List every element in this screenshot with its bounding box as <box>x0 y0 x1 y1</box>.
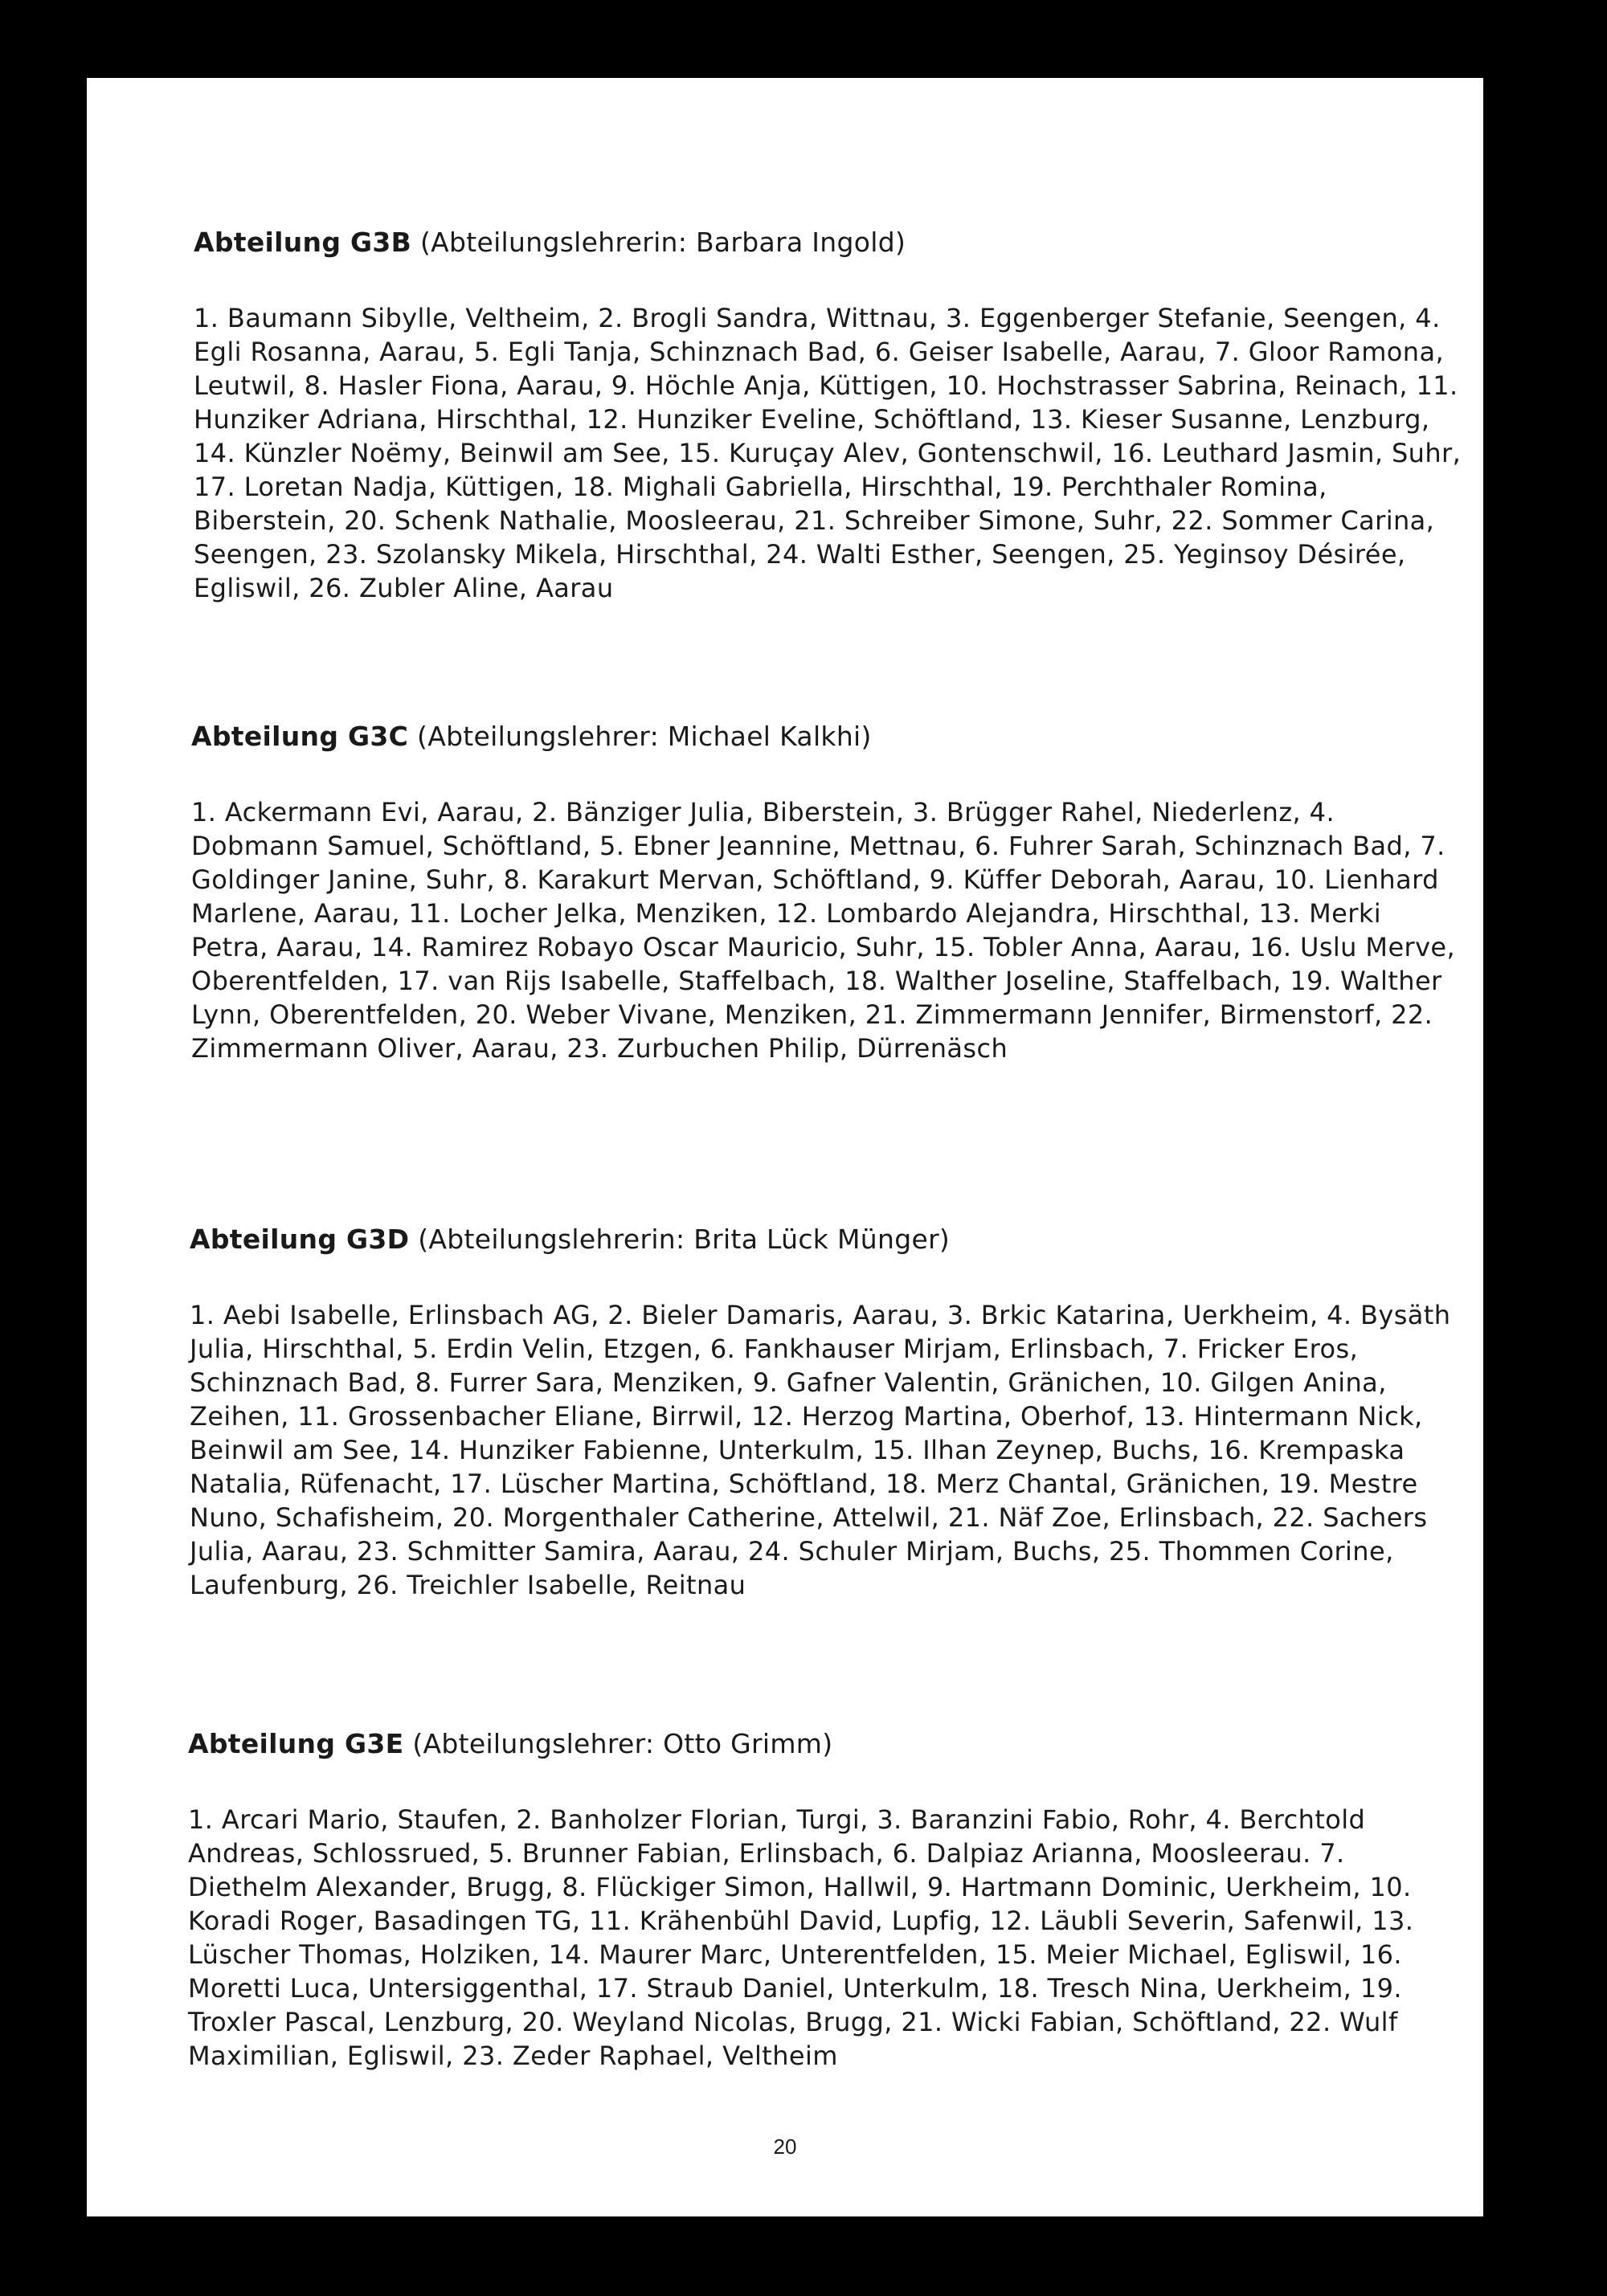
section-label: Abteilung G3B <box>194 227 412 258</box>
section-teacher: (Abteilungslehrer: Michael Kalkhi) <box>417 721 872 752</box>
section-teacher: (Abteilungslehrerin: Brita Lück Münger) <box>418 1224 951 1255</box>
page-number: 20 <box>773 2135 797 2159</box>
section-g3e <box>188 1726 1458 2073</box>
student-list: 1. Baumann Sibylle, Veltheim, 2. Brogli Sandra, Wittnau, 3. Eggenberger Stefanie, Seengen, 4. Egli Rosanna, Aarau, 5. Egli Tanja, Schinznach Bad, 6. Geiser Isabelle, Aarau, 7. Gloor Ramona, Leutwil, 8. Hasler Fiona, Aarau, 9. Höchle Anja, Küttigen, 10. Hochstrasser Sabrina, Reinach, 11. Hunziker Adriana, Hirschthal, 12. Hunziker Eveline, Schöftland, 13. Kieser Susanne, Lenzburg, 14. Künzler Noëmy, Beinwil am See, 15. Kuruçay Alev, Gontenschwil, 16. Leuthard Jasmin, Suhr, 17. Loretan Nadja, Küttigen, 18. Mighali Gabriella, Hirschthal, 19. Perchthaler Romina, Biberstein, 20. Schenk Nathalie, Moosleerau, 21. Schreiber Simone, Suhr, 22. Sommer Carina, Seengen, 23. Szolansky Mikela, Hirschthal, 24. Walti Esther, Seengen, 25. Yeginsoy Désirée, Egliswil, 26. Zubler Aline, Aarau <box>194 303 1462 603</box>
student-list: 1. Ackermann Evi, Aarau, 2. Bänziger Julia, Biberstein, 3. Brügger Rahel, Niederlenz, 4. Dobmann Samuel, Schöftland, 5. Ebner Jeannine, Mettnau, 6. Fuhrer Sarah, Schinznach Bad, 7. Goldinger Janine, Suhr, 8. Karakurt Mervan, Schöftland, 9. Küffer Deborah, Aarau, 10. Lienhard Marlene, Aarau, 11. Locher Jelka, Menziken, 12. Lombardo Alejandra, Hirschthal, 13. Merki Petra, Aarau, 14. Ramirez Robayo Oscar Mauricio, Suhr, 15. Tobler Anna, Aarau, 16. Uslu Merve, Oberentfelden, 17. van Rijs Isabelle, Staffelbach, 18. Walther Joseline, Staffelbach, 19. Walther Lynn, Oberentfelden, 20. Weber Vivane, Menziken, 21. Zimmermann Jennifer, Birmenstorf, 22. Zimmermann Oliver, Aarau, 23. Zurbuchen Philip, Dürrenäsch <box>191 797 1456 1064</box>
section-label: Abteilung G3C <box>191 721 409 752</box>
document-page <box>87 78 1483 2216</box>
section-heading <box>188 1726 1458 1761</box>
section-g3d <box>190 1222 1459 1602</box>
section-heading <box>190 1222 1459 1256</box>
section-g3b <box>194 225 1463 605</box>
section-g3c <box>191 719 1461 1065</box>
section-teacher: (Abteilungslehrer: Otto Grimm) <box>412 1728 833 1759</box>
section-teacher: (Abteilungslehrerin: Barbara Ingold) <box>419 227 906 258</box>
section-label: Abteilung G3D <box>190 1224 410 1255</box>
section-heading <box>194 225 1463 259</box>
student-list: 1. Aebi Isabelle, Erlinsbach AG, 2. Bieler Damaris, Aarau, 3. Brkic Katarina, Uerkheim, 4. Bysäth Julia, Hirschthal, 5. Erdin Velin, Etzgen, 6. Fankhauser Mirjam, Erlinsbach, 7. Fricker Eros, Schinznach Bad, 8. Furrer Sara, Menziken, 9. Gafner Valentin, Gränichen, 10. Gilgen Anina, Zeihen, 11. Grossenbacher Eliane, Birrwil, 12. Herzog Martina, Oberhof, 13. Hintermann Nick, Beinwil am See, 14. Hunziker Fabienne, Unterkulm, 15. Ilhan Zeynep, Buchs, 16. Krempaska Natalia, Rüfenacht, 17. Lüscher Martina, Schöftland, 18. Merz Chantal, Gränichen, 19. Mestre Nuno, Schafisheim, 20. Morgenthaler Catherine, Attelwil, 21. Näf Zoe, Erlinsbach, 22. Sachers Julia, Aarau, 23. Schmitter Samira, Aarau, 24. Schuler Mirjam, Buchs, 25. Thommen Corine, Laufenburg, 26. Treichler Isabelle, Reitnau <box>190 1300 1451 1600</box>
section-label: Abteilung G3E <box>188 1728 404 1759</box>
section-heading <box>191 719 1461 754</box>
student-list: 1. Arcari Mario, Staufen, 2. Banholzer Florian, Turgi, 3. Baranzini Fabio, Rohr, 4. Berchtold Andreas, Schlossrued, 5. Brunner Fabian, Erlinsbach, 6. Dalpiaz Arianna, Moosleerau. 7. Diethelm Alexander, Brugg, 8. Flückiger Simon, Hallwil, 9. Hartmann Dominic, Uerkheim, 10. Koradi Roger, Basadingen TG, 11. Krähenbühl David, Lupfig, 12. Läubli Severin, Safenwil, 13. Lüscher Thomas, Holziken, 14. Maurer Marc, Unterentfelden, 15. Meier Michael, Egliswil, 16. Moretti Luca, Untersiggenthal, 17. Straub Daniel, Unterkulm, 18. Tresch Nina, Uerkheim, 19. Troxler Pascal, Lenzburg, 20. Weyland Nicolas, Brugg, 21. Wicki Fabian, Schöftland, 22. Wulf Maximilian, Egliswil, 23. Zeder Raphael, Veltheim <box>188 1804 1414 2071</box>
